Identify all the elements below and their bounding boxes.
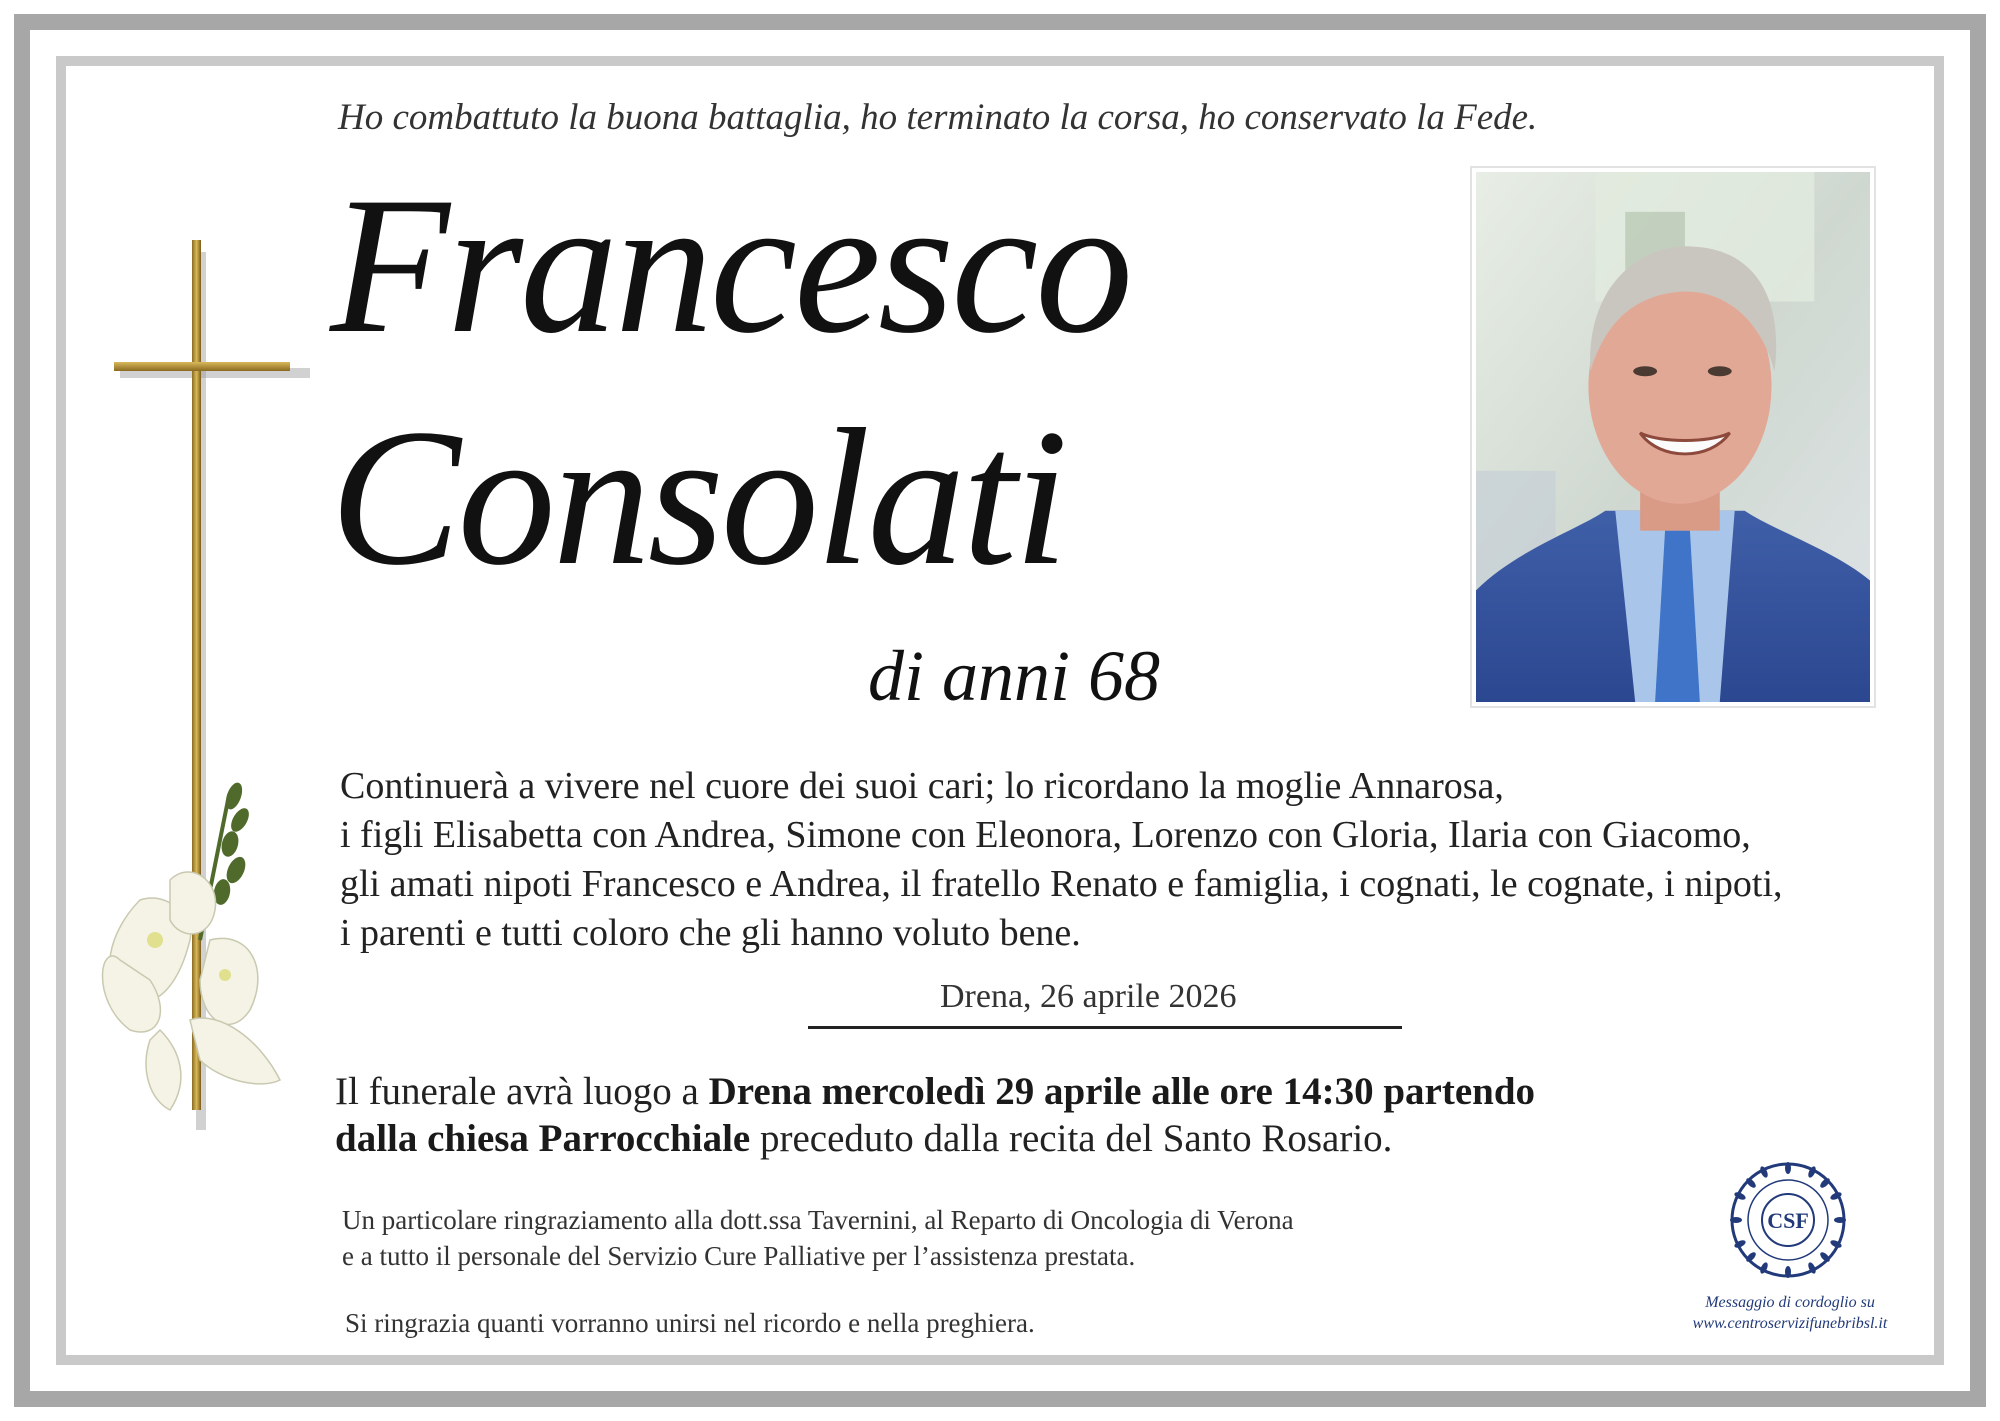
seal-caption-website: www.centroservizifunebribsl.it: [1692, 1315, 1888, 1332]
date-underline: [808, 1026, 1402, 1029]
seal-caption: [1660, 1292, 1920, 1334]
funeral-details: [335, 1068, 1535, 1162]
funeral-line1-text: Il funerale avrà luogo a: [335, 1070, 709, 1113]
acknowledgement: [342, 1202, 1294, 1274]
thanks-line: Un particolare ringraziamento alla dott.ssa Tavernini, al Reparto di Oncologia di Verona: [342, 1205, 1294, 1235]
seal-caption-line1: Messaggio di cordoglio su: [1705, 1294, 1875, 1311]
cross-with-lilies-icon: [100, 240, 320, 1140]
place-and-date: Drena, 26 aprile 2026: [940, 978, 1237, 1015]
csf-seal-logo: [1728, 1160, 1848, 1280]
funeral-line1-emphasis: Drena mercoledì 29 aprile alle ore 14:30 partendo: [708, 1070, 1536, 1113]
notice-body: [340, 762, 1783, 958]
body-line: Continuerà a vivere nel cuore dei suoi cari; lo ricordano la moglie Annarosa,: [340, 765, 1504, 807]
deceased-portrait-photo: [1470, 166, 1876, 708]
seal-initials: CSF: [1767, 1208, 1809, 1233]
body-line: i figli Elisabetta con Andrea, Simone con Eleonora, Lorenzo con Gloria, Ilaria con Giacomo,: [340, 814, 1751, 856]
funeral-line2-emphasis: dalla chiesa Parrocchiale: [335, 1117, 751, 1160]
deceased-last-name: Consolati: [330, 389, 1066, 606]
body-line: gli amati nipoti Francesco e Andrea, il fratello Renato e famiglia, i cognati, le cognate, i nipoti,: [340, 863, 1783, 905]
funeral-line2-text: preceduto dalla recita del Santo Rosario.: [750, 1117, 1393, 1160]
body-line: i parenti e tutti coloro che gli hanno voluto bene.: [340, 912, 1081, 954]
closing-line: Si ringrazia quanti vorranno unirsi nel ricordo e nella preghiera.: [345, 1308, 1035, 1338]
thanks-line: e a tutto il personale del Servizio Cure Palliative per l’assistenza prestata.: [342, 1241, 1136, 1271]
deceased-age: di anni 68: [868, 636, 1161, 716]
deceased-first-name: Francesco: [330, 157, 1131, 374]
scripture-motto: Ho combattuto la buona battaglia, ho terminato la corsa, ho conservato la Fede.: [338, 97, 1538, 138]
